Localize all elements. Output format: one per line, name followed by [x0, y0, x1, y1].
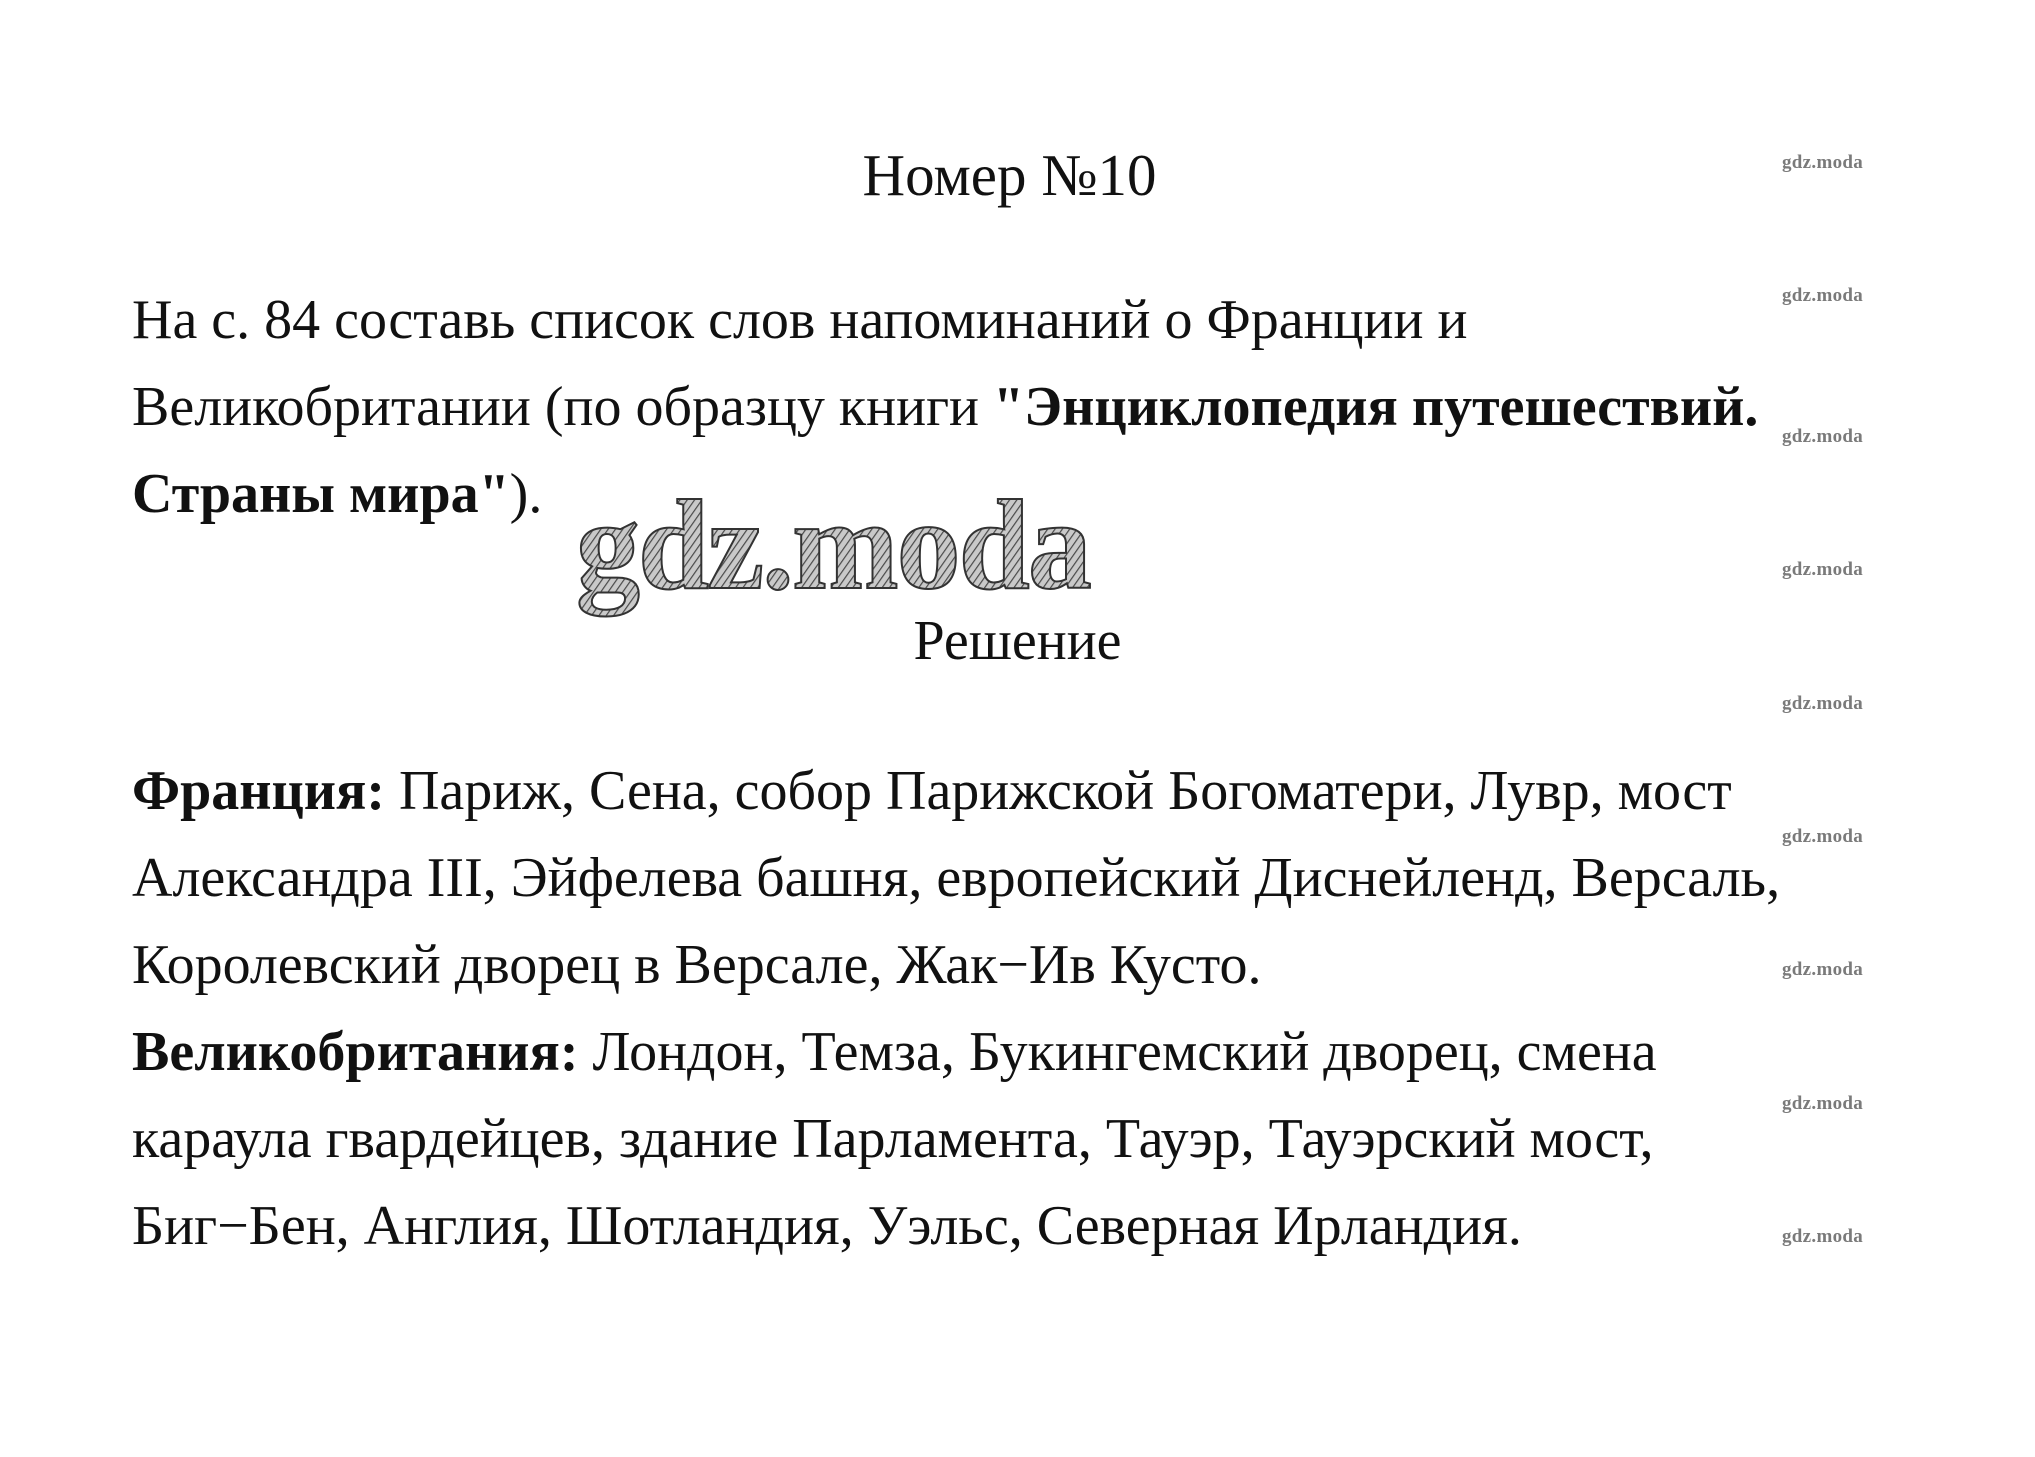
britain-line-1	[132, 1009, 2012, 1096]
watermark-small: gdz.moda	[1782, 826, 1864, 847]
britain-line-2: караула гвардейцев, здание Парламента, Тауэр, Тауэрский мост,	[132, 1108, 1654, 1170]
watermark-small: gdz.moda	[1782, 959, 1864, 980]
watermark-logo-text: gdz.moda	[576, 478, 1090, 616]
britain-label: Великобритания:	[132, 1021, 579, 1083]
watermark-small: gdz.moda	[1782, 285, 1864, 306]
britain-line-3: Биг−Бен, Англия, Шотландия, Уэльс, Северная Ирландия.	[132, 1195, 1522, 1257]
watermark-small: gdz.moda	[1782, 426, 1864, 447]
watermark-small: gdz.moda	[1782, 559, 1864, 580]
task-line-3-plain: ).	[509, 463, 543, 525]
task-line-2	[132, 364, 2012, 451]
france-line-3: Королевский дворец в Версале, Жак−Ив Кусто.	[132, 934, 1262, 996]
watermark-small: gdz.moda	[1782, 1226, 1864, 1247]
watermark-small: gdz.moda	[1782, 1093, 1864, 1114]
task-line-2-plain: Великобритании (по образцу книги	[132, 376, 993, 438]
page-title	[0, 140, 2035, 210]
task-line-1: На с. 84 составь список слов напоминаний о Франции и	[132, 289, 1468, 351]
france-line-2: Александра III, Эйфелева башня, европейский Диснейленд, Версаль,	[132, 847, 1781, 909]
solution-heading	[0, 606, 2035, 676]
britain-line-1-rest: Лондон, Темза, Букингемский дворец, смена	[578, 1021, 1657, 1083]
france-label: Франция:	[132, 760, 385, 822]
book-title-part-1: "Энциклопедия путешествий.	[993, 376, 1759, 438]
watermark-small: gdz.moda	[1782, 693, 1864, 714]
page-title-text: Номер №10	[862, 142, 1157, 208]
france-line-1	[132, 748, 2012, 835]
france-line-1-rest: Париж, Сена, собор Парижской Богоматери, Лувр, мост	[384, 760, 1732, 822]
watermark-small: gdz.moda	[1782, 152, 1864, 173]
book-title-part-2: Страны мира"	[132, 463, 510, 525]
solution-heading-text: Решение	[913, 610, 1122, 672]
answer-text	[132, 748, 2012, 1270]
